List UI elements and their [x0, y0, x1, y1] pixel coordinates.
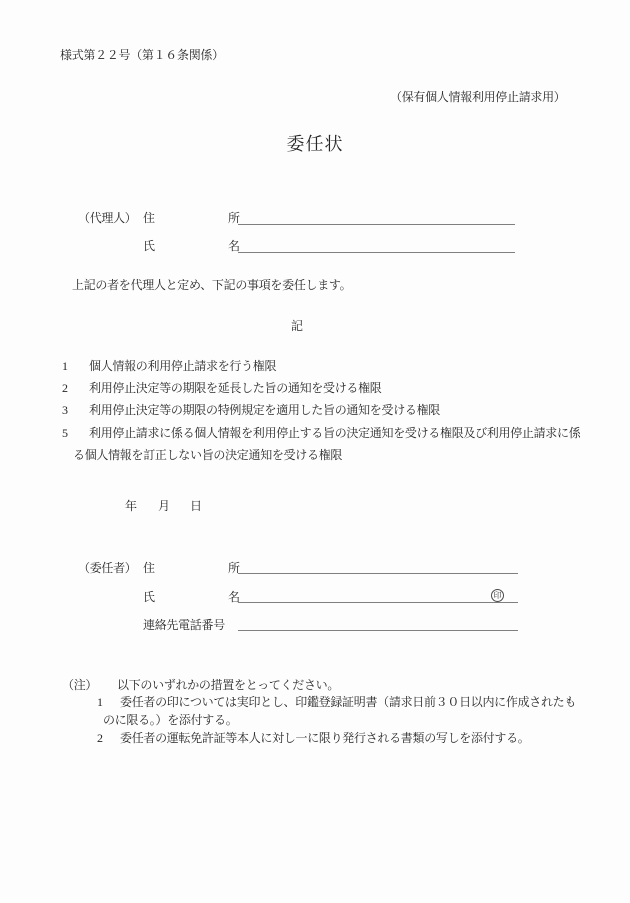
date-year-label: 年 [125, 499, 137, 513]
principal-name-label-1: 氏 [143, 590, 155, 604]
purpose-note: （保有個人情報利用停止請求用） [390, 90, 566, 104]
note-item [97, 693, 585, 729]
list-item-number: 1 [62, 359, 68, 373]
list-heading: 記 [291, 319, 303, 333]
principal-address-label-2: 所 [228, 561, 240, 575]
note-item-text: 委任者の印については実印とし、印鑑登録証明書（請求日前３０日以内に作成されたものに限る。）を添付する。 [103, 695, 577, 727]
principal-phone-field [238, 630, 518, 631]
list-item-number: 5 [62, 426, 68, 440]
principal-name-label-2: 名 [228, 590, 240, 604]
declaration-text: 上記の者を代理人と定め、下記の事項を委任します。 [72, 278, 352, 292]
principal-phone-label: 連絡先電話番号 [143, 618, 225, 632]
list-item-text: 利用停止決定等の期限の特例規定を適用した旨の通知を受ける権限 [89, 403, 441, 417]
list-item-text: 利用停止決定等の期限を延長した旨の通知を受ける権限 [89, 381, 382, 395]
seal-mark-icon: 印 [491, 589, 504, 602]
note-item-text: 委任者の運転免許証等本人に対し一に限り発行される書類の写しを添付する。 [120, 731, 530, 745]
agent-name-label-2: 名 [228, 239, 240, 253]
agent-name-field [238, 252, 515, 253]
list-item [62, 377, 585, 399]
list-item [62, 399, 585, 421]
agent-role-label: （代理人） [78, 211, 137, 225]
agent-name-label-1: 氏 [143, 239, 155, 253]
notes-intro: 以下のいずれかの措置をとってください。 [117, 678, 340, 692]
list-item [62, 422, 585, 466]
principal-address-label-1: 住 [143, 561, 155, 575]
document-title: 委任状 [286, 134, 344, 154]
form-number: 様式第２２号（第１６条関係） [60, 48, 224, 62]
list-item-number: 3 [62, 403, 68, 417]
list-item [62, 355, 585, 377]
agent-address-label-2: 所 [228, 211, 240, 225]
note-item-number: 2 [97, 731, 103, 745]
notes-label: （注） [62, 678, 98, 692]
principal-address-field [238, 573, 518, 574]
principal-name-field [238, 602, 518, 603]
list-item-number: 2 [62, 381, 68, 395]
agent-address-field [238, 224, 515, 225]
agent-address-label-1: 住 [143, 211, 155, 225]
date-month-label: 月 [158, 499, 170, 513]
principal-role-label: （委任者） [78, 561, 137, 575]
list-item-text: 利用停止請求に係る個人情報を利用停止する旨の決定通知を受ける権限及び利用停止請求に係る個人情報を訂正しない旨の決定通知を受ける権限 [73, 426, 581, 462]
note-item-number: 1 [97, 695, 103, 709]
list-item-text: 個人情報の利用停止請求を行う権限 [89, 359, 277, 373]
note-item [97, 729, 530, 747]
date-day-label: 日 [190, 499, 202, 513]
